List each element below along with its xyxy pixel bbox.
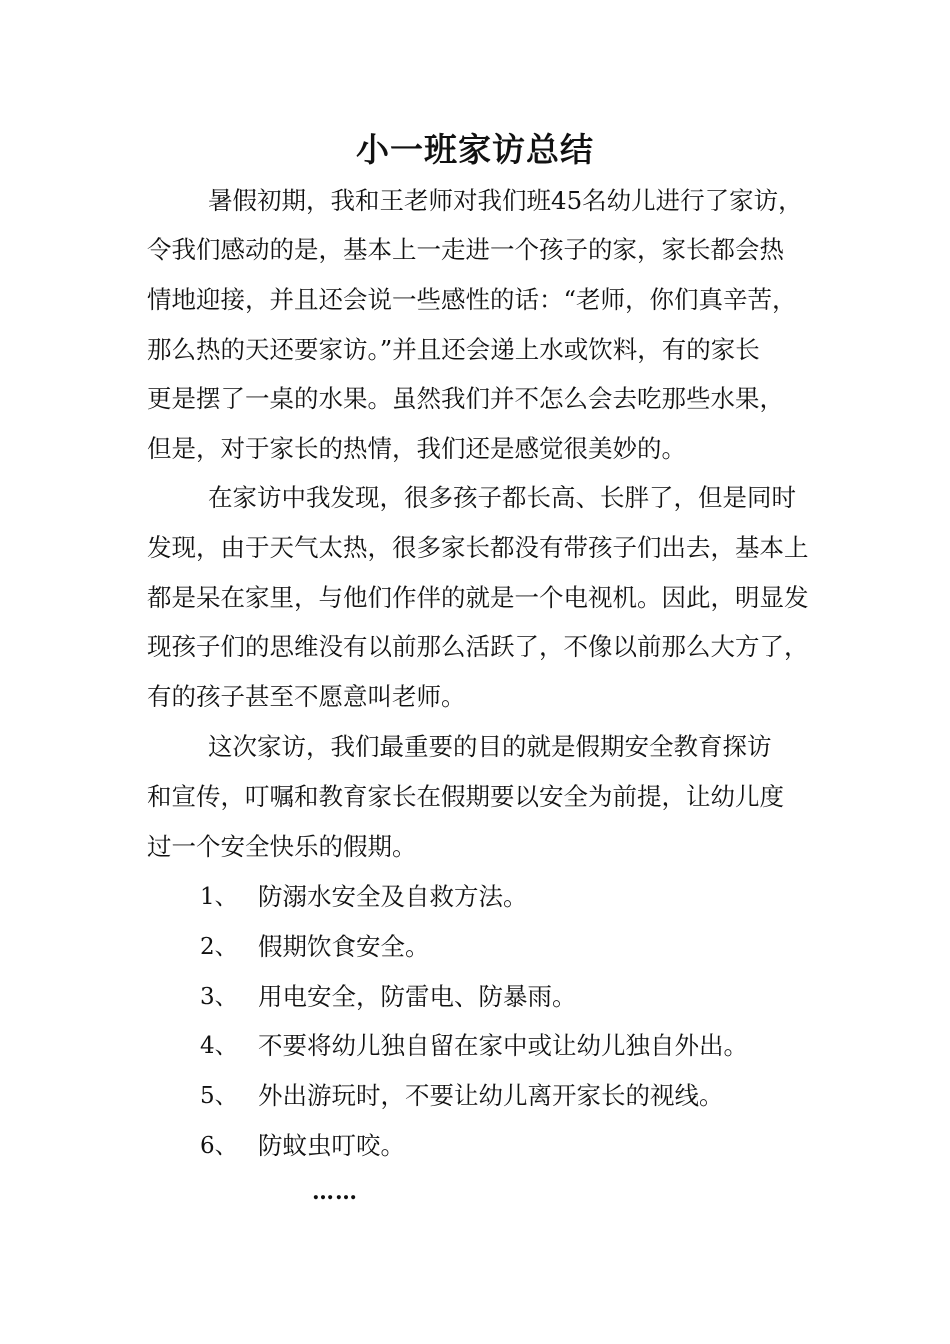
- text-line: 有的孩子甚至不愿意叫老师。: [147, 682, 466, 711]
- text-line: 那么热的天还要家访。”并且还会递上水或饮料，有的家长: [147, 335, 760, 364]
- text-line: 令我们感动的是，基本上一走进一个孩子的家，家长都会热: [147, 235, 784, 264]
- list-item-number: 3、: [200, 984, 238, 1010]
- list-item-text: 不要将幼儿独自留在家中或让幼儿独自外出。: [258, 1031, 748, 1060]
- list-item-text: 防溺水安全及自救方法。: [258, 882, 528, 911]
- list-item-number: 1、: [200, 884, 238, 910]
- list-item-text: 用电安全，防雷电、防暴雨。: [258, 982, 577, 1011]
- text-line: 发现，由于天气太热，很多家长都没有带孩子们出去，基本上: [147, 533, 809, 562]
- text-line: 这次家访，我们最重要的目的就是假期安全教育探访: [208, 732, 772, 761]
- text-line: 情地迎接，并且还会说一些感性的话：“老师，你们真辛苦，: [147, 285, 797, 314]
- text-line: 现孩子们的思维没有以前那么活跃了，不像以前那么大方了，: [147, 632, 809, 661]
- list-item-text: 外出游玩时，不要让幼儿离开家长的视线。: [258, 1081, 724, 1110]
- text-line: 都是呆在家里，与他们作伴的就是一个电视机。因此，明显发: [147, 583, 809, 612]
- list-item-text: 假期饮食安全。: [258, 932, 430, 961]
- list-item-number: 5、: [200, 1083, 238, 1109]
- list-item-number: 6、: [200, 1133, 238, 1159]
- document-title: 小一班家访总结: [356, 130, 594, 169]
- list-item-number: 2、: [200, 934, 238, 960]
- list-item-text: 防蚊虫叮咬。: [258, 1131, 405, 1160]
- list-item-number: 4、: [200, 1033, 238, 1059]
- ellipsis: ……: [312, 1179, 358, 1205]
- text-line: 更是摆了一桌的水果。虽然我们并不怎么会去吃那些水果，: [147, 384, 784, 413]
- text-line: 但是，对于家长的热情，我们还是感觉很美妙的。: [147, 434, 686, 463]
- text-line: 过一个安全快乐的假期。: [147, 832, 417, 861]
- text-line: 和宣传，叮嘱和教育家长在假期要以安全为前提，让幼儿度: [147, 782, 784, 811]
- text-line: 在家访中我发现，很多孩子都长高、长胖了，但是同时: [208, 483, 796, 512]
- text-line: 暑假初期，我和王老师对我们班45名幼儿进行了家访，: [208, 186, 803, 215]
